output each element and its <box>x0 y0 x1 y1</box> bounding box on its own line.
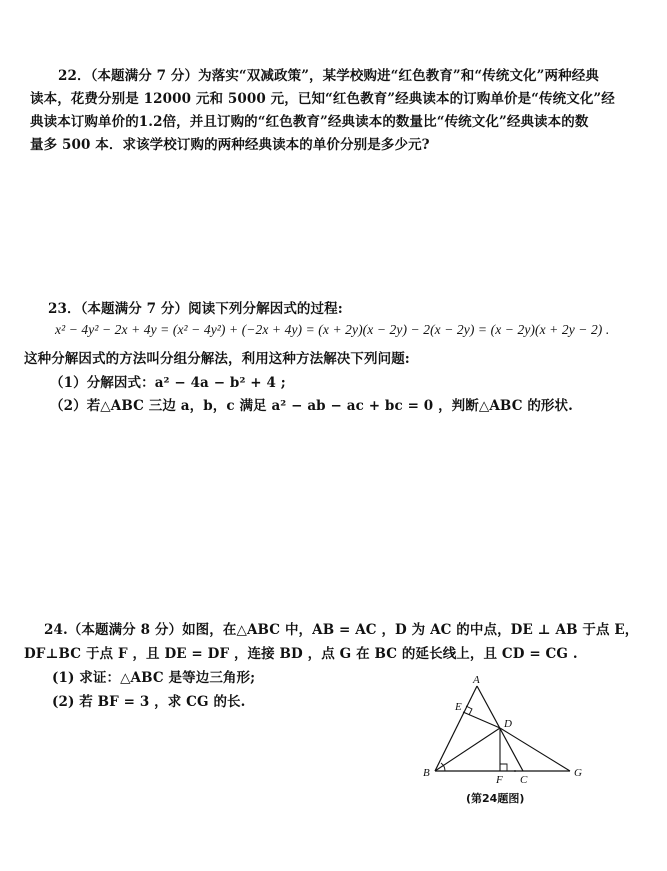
q22-line-4: 量多 500 本．求该学校订购的两种经典读本的单价分别是多少元? <box>30 137 430 153</box>
label-d: D <box>504 718 512 730</box>
q23-part-2: （2）若△ABC 三边 a，b，c 满足 a² − ab − ac + bc = 0 ，判断△ABC 的形状. <box>50 398 573 414</box>
q22-line-1: 22．（本题满分 7 分）为落实“双减政策”，某学校购进“红色教育”和“传统文化”两种经典 <box>58 68 599 84</box>
label-c: C <box>520 774 528 786</box>
q22-line-2: 读本，花费分别是 12000 元和 5000 元，已知“红色教育”经典读本的订购单价是“传统文化”经 <box>30 91 615 107</box>
q24-part-1: (1) 求证：△ABC 是等边三角形; <box>52 670 256 686</box>
q24-line-2: DF⊥BC 于点 F ，且 DE = DF ，连接 BD ，点 G 在 BC 的延长线上，且 CD = CG . <box>24 646 578 662</box>
segment-de <box>463 712 500 728</box>
label-f: F <box>496 774 503 786</box>
segment-dg <box>500 728 570 771</box>
label-b: B <box>423 767 430 779</box>
q22-line-3: 典读本订购单价的1.2倍，并且订购的“红色教育”经典读本的数量比“传统文化”经典读本的数 <box>30 114 589 130</box>
q23-line-3: 这种分解因式的方法叫分组分解法，利用这种方法解决下列问题: <box>24 351 410 367</box>
segment-bd <box>435 728 500 771</box>
q24-geometry-figure <box>410 672 600 787</box>
label-a: A <box>473 674 480 686</box>
q24-figure-caption: (第24题图) <box>466 792 525 805</box>
q23-line-1: 23．（本题满分 7 分）阅读下列分解因式的过程: <box>48 301 343 317</box>
q24-part-2: (2) 若 BF = 3 ，求 CG 的长. <box>52 694 246 710</box>
q23-formula: x² − 4y² − 2x + 4y = (x² − 4y²) + (−2x + 4y) = (x + 2y)(x − 2y) − 2(x − 2y) = (x − 2y)(x + 2y − 2) . <box>55 322 610 337</box>
segment-ab <box>435 686 477 771</box>
q24-line-1: 24.（本题满分 8 分）如图，在△ABC 中，AB = AC ，D 为 AC 的中点，DE ⊥ AB 于点 E， <box>44 622 639 638</box>
right-angle-mark-f <box>500 764 507 771</box>
label-g: G <box>574 767 582 779</box>
q23-part-1: （1）分解因式：a² − 4a − b² + 4 ; <box>50 375 286 391</box>
label-e: E <box>455 701 462 713</box>
